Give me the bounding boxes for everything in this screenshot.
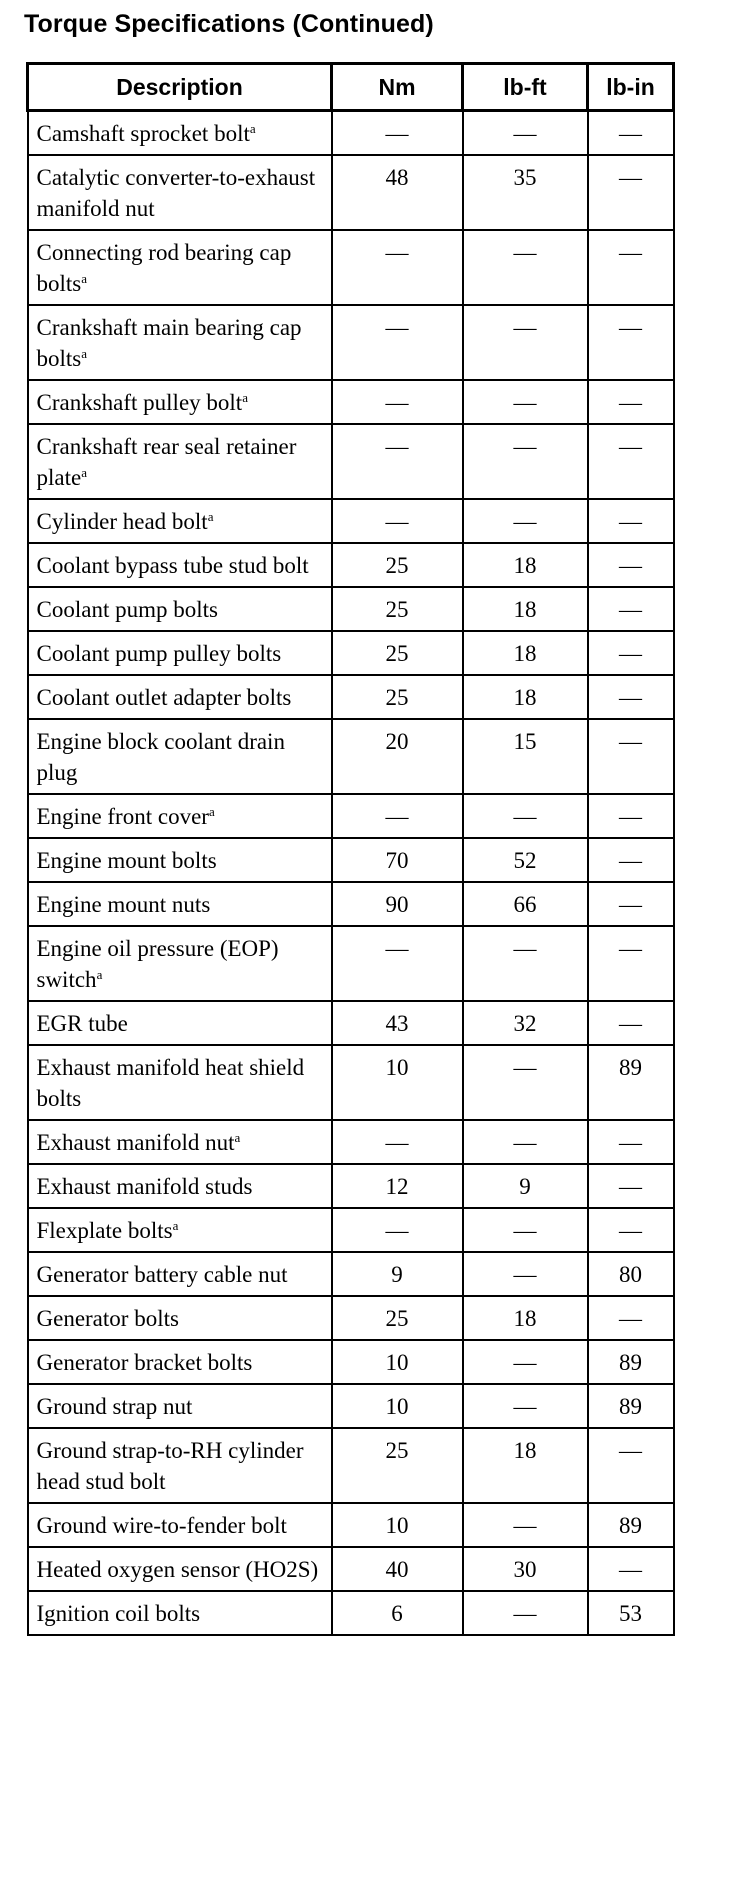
cell-description (28, 1340, 332, 1384)
cell-nm: — (332, 499, 463, 543)
cell-nm: 6 (332, 1591, 463, 1635)
cell-nm: 20 (332, 719, 463, 794)
description-text: Ground strap nut (36, 1394, 193, 1419)
table-row (28, 1252, 674, 1296)
description-text: Engine mount bolts (36, 848, 217, 873)
cell-lb-in: — (588, 631, 674, 675)
cell-lb-in: — (588, 882, 674, 926)
cell-nm: — (332, 305, 463, 380)
description-text: Flexplate bolts (36, 1218, 173, 1243)
cell-lb-in: 53 (588, 1591, 674, 1635)
description-text: Generator bracket bolts (36, 1350, 253, 1375)
cell-lb-in: — (588, 587, 674, 631)
table-row (28, 424, 674, 499)
cell-description (28, 1428, 332, 1503)
cell-nm: 40 (332, 1547, 463, 1591)
cell-lb-ft: — (463, 230, 588, 305)
cell-lb-in: — (588, 926, 674, 1001)
table-row (28, 1547, 674, 1591)
cell-nm: 70 (332, 838, 463, 882)
cell-lb-in: — (588, 675, 674, 719)
cell-lb-ft: — (463, 380, 588, 424)
cell-lb-ft: — (463, 1252, 588, 1296)
cell-nm: — (332, 111, 463, 156)
cell-nm: 43 (332, 1001, 463, 1045)
cell-lb-ft: — (463, 794, 588, 838)
cell-lb-ft: — (463, 305, 588, 380)
cell-description (28, 1591, 332, 1635)
footnote-marker: a (207, 509, 214, 524)
cell-description (28, 882, 332, 926)
table-row (28, 1340, 674, 1384)
cell-lb-in: 89 (588, 1503, 674, 1547)
cell-lb-ft: — (463, 1384, 588, 1428)
cell-lb-in: — (588, 1428, 674, 1503)
cell-lb-in: — (588, 1120, 674, 1164)
cell-nm: 10 (332, 1503, 463, 1547)
cell-nm: 12 (332, 1164, 463, 1208)
cell-description (28, 424, 332, 499)
footnote-marker: a (172, 1218, 179, 1233)
cell-description (28, 631, 332, 675)
cell-lb-in: — (588, 1164, 674, 1208)
description-text: Crankshaft main bearing cap bolts (36, 315, 302, 371)
cell-description (28, 155, 332, 230)
table-row (28, 719, 674, 794)
header-row (28, 64, 674, 111)
table-row (28, 1428, 674, 1503)
cell-lb-ft: 32 (463, 1001, 588, 1045)
cell-lb-ft: 9 (463, 1164, 588, 1208)
description-text: Ignition coil bolts (36, 1601, 201, 1626)
table-body (28, 111, 674, 1636)
torque-spec-table (26, 62, 675, 1636)
description-text: Ground strap-to-RH cylinder head stud bolt (36, 1438, 304, 1494)
table-row (28, 1045, 674, 1120)
cell-lb-ft: — (463, 1045, 588, 1120)
cell-lb-ft: 18 (463, 1428, 588, 1503)
cell-lb-ft: — (463, 424, 588, 499)
cell-description (28, 111, 332, 156)
cell-nm: 25 (332, 587, 463, 631)
cell-description (28, 794, 332, 838)
footnote-marker: a (81, 346, 88, 361)
cell-lb-in: — (588, 719, 674, 794)
cell-lb-ft: 30 (463, 1547, 588, 1591)
column-header-lb-ft: lb-ft (463, 64, 588, 111)
description-text: Camshaft sprocket bolt (36, 121, 250, 146)
cell-lb-ft: — (463, 1340, 588, 1384)
cell-lb-in: — (588, 305, 674, 380)
cell-lb-in: — (588, 838, 674, 882)
cell-lb-ft: — (463, 111, 588, 156)
cell-description (28, 230, 332, 305)
column-header-nm: Nm (332, 64, 463, 111)
cell-lb-ft: 66 (463, 882, 588, 926)
cell-lb-in: 89 (588, 1340, 674, 1384)
table-row (28, 1120, 674, 1164)
cell-description (28, 1208, 332, 1252)
cell-lb-in: — (588, 1208, 674, 1252)
cell-lb-in: 80 (588, 1252, 674, 1296)
description-text: Exhaust manifold heat shield bolts (36, 1055, 305, 1111)
cell-description (28, 380, 332, 424)
cell-lb-in: 89 (588, 1384, 674, 1428)
table-row (28, 1001, 674, 1045)
description-text: EGR tube (36, 1011, 128, 1036)
page-title: Torque Specifications (Continued) (24, 10, 434, 38)
description-text: Engine front cover (36, 804, 209, 829)
cell-lb-ft: 52 (463, 838, 588, 882)
footnote-marker: a (96, 967, 103, 982)
cell-lb-in: — (588, 499, 674, 543)
cell-nm: 10 (332, 1340, 463, 1384)
cell-description (28, 543, 332, 587)
cell-description (28, 1045, 332, 1120)
cell-lb-in: — (588, 424, 674, 499)
description-text: Engine oil pressure (EOP) switch (36, 936, 279, 992)
cell-nm: — (332, 926, 463, 1001)
cell-nm: — (332, 1120, 463, 1164)
table-row (28, 794, 674, 838)
table-row (28, 926, 674, 1001)
cell-lb-ft: — (463, 926, 588, 1001)
cell-nm: — (332, 424, 463, 499)
cell-lb-in: — (588, 794, 674, 838)
cell-description (28, 1164, 332, 1208)
description-text: Engine block coolant drain plug (36, 729, 285, 785)
cell-lb-ft: 18 (463, 1296, 588, 1340)
table-row (28, 1164, 674, 1208)
table-row (28, 587, 674, 631)
cell-nm: 10 (332, 1384, 463, 1428)
description-text: Generator bolts (36, 1306, 179, 1331)
cell-lb-ft: 35 (463, 155, 588, 230)
cell-nm: 9 (332, 1252, 463, 1296)
cell-description (28, 838, 332, 882)
cell-description (28, 1120, 332, 1164)
cell-nm: — (332, 794, 463, 838)
table-row (28, 543, 674, 587)
description-text: Crankshaft pulley bolt (36, 390, 243, 415)
cell-lb-ft: 18 (463, 587, 588, 631)
cell-description (28, 1503, 332, 1547)
cell-lb-ft: 18 (463, 675, 588, 719)
cell-lb-in: — (588, 543, 674, 587)
cell-lb-ft: — (463, 1208, 588, 1252)
table-row (28, 1296, 674, 1340)
description-text: Ground wire-to-fender bolt (36, 1513, 287, 1538)
cell-description (28, 926, 332, 1001)
cell-nm: 25 (332, 543, 463, 587)
table-row (28, 675, 674, 719)
table-row (28, 380, 674, 424)
footnote-marker: a (81, 465, 87, 480)
cell-description (28, 1547, 332, 1591)
description-text: Coolant pump pulley bolts (36, 641, 282, 666)
cell-nm: 90 (332, 882, 463, 926)
cell-nm: — (332, 230, 463, 305)
description-text: Engine mount nuts (36, 892, 211, 917)
table-row (28, 1208, 674, 1252)
cell-nm: 25 (332, 1296, 463, 1340)
description-text: Connecting rod bearing cap bolts (36, 240, 292, 296)
cell-lb-ft: — (463, 1120, 588, 1164)
description-text: Coolant outlet adapter bolts (36, 685, 292, 710)
cell-nm: 10 (332, 1045, 463, 1120)
description-text: Exhaust manifold studs (36, 1174, 253, 1199)
cell-description (28, 719, 332, 794)
cell-nm: 25 (332, 631, 463, 675)
cell-lb-in: 89 (588, 1045, 674, 1120)
table-row (28, 499, 674, 543)
cell-description (28, 675, 332, 719)
cell-lb-in: — (588, 1001, 674, 1045)
description-text: Catalytic converter-to-exhaust manifold nut (36, 165, 316, 221)
cell-description (28, 1296, 332, 1340)
table-row (28, 1591, 674, 1635)
description-text: Coolant pump bolts (36, 597, 218, 622)
footnote-marker: a (234, 1130, 241, 1145)
table-row (28, 305, 674, 380)
cell-lb-in: — (588, 1547, 674, 1591)
cell-lb-ft: — (463, 1503, 588, 1547)
description-text: Exhaust manifold nut (36, 1130, 235, 1155)
table-row (28, 1384, 674, 1428)
table-row (28, 882, 674, 926)
table-row (28, 838, 674, 882)
table-row (28, 1503, 674, 1547)
column-header-lb-in: lb-in (588, 64, 674, 111)
cell-nm: — (332, 1208, 463, 1252)
cell-lb-ft: 15 (463, 719, 588, 794)
cell-description (28, 499, 332, 543)
footnote-marker: a (242, 390, 248, 405)
description-text: Heated oxygen sensor (HO2S) (36, 1557, 319, 1582)
cell-description (28, 587, 332, 631)
cell-nm: 48 (332, 155, 463, 230)
cell-lb-in: — (588, 380, 674, 424)
cell-lb-in: — (588, 155, 674, 230)
cell-lb-ft: 18 (463, 631, 588, 675)
cell-lb-ft: — (463, 1591, 588, 1635)
cell-description (28, 305, 332, 380)
description-text: Generator battery cable nut (36, 1262, 288, 1287)
description-text: Crankshaft rear seal retainer plate (36, 434, 297, 490)
cell-description (28, 1001, 332, 1045)
footnote-marker: a (81, 271, 88, 286)
cell-lb-in: — (588, 1296, 674, 1340)
cell-nm: 25 (332, 1428, 463, 1503)
column-header-description: Description (28, 64, 332, 111)
cell-nm: 25 (332, 675, 463, 719)
description-text: Coolant bypass tube stud bolt (36, 553, 309, 578)
table-row (28, 111, 674, 156)
cell-description (28, 1384, 332, 1428)
cell-nm: — (332, 380, 463, 424)
cell-description (28, 1252, 332, 1296)
table-row (28, 631, 674, 675)
cell-lb-ft: — (463, 499, 588, 543)
cell-lb-ft: 18 (463, 543, 588, 587)
cell-lb-in: — (588, 111, 674, 156)
table-row (28, 155, 674, 230)
description-text: Cylinder head bolt (36, 509, 208, 534)
table-row (28, 230, 674, 305)
cell-lb-in: — (588, 230, 674, 305)
table-header (28, 64, 674, 111)
footnote-marker: a (249, 121, 256, 136)
footnote-marker: a (208, 804, 215, 819)
